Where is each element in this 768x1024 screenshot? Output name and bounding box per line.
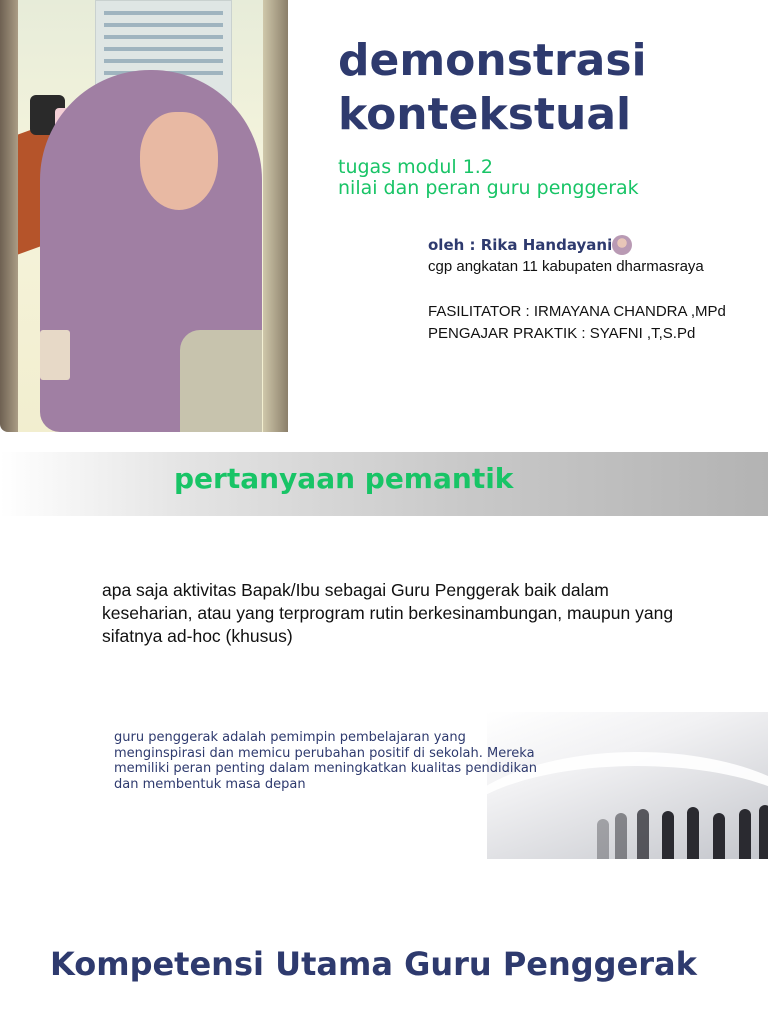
chair	[180, 330, 262, 432]
title-line-1: demonstrasi	[338, 35, 647, 86]
competency-title: Kompetensi Utama Guru Penggerak	[50, 945, 697, 983]
question-text: apa saja aktivitas Bapak/Ibu sebagai Guru Penggerak baik dalam keseharian, atau yang terprogram rutin berkesinambungan, maupun yang sifatnya ad-hoc (khusus)	[102, 580, 674, 646]
author-avatar-icon	[612, 235, 632, 255]
id-card	[40, 330, 70, 380]
facilitator-text: FASILITATOR : IRMAYANA CHANDRA ,MPd	[428, 303, 726, 320]
subtitle-line-2: nilai dan peran guru penggerak	[338, 177, 639, 199]
practice-teacher-text: PENGAJAR PRAKTIK : SYAFNI ,T,S.Pd	[428, 325, 696, 342]
description-text: guru penggerak adalah pemimpin pembelajaran yang menginspirasi dan memicu perubahan positif di sekolah. Mereka memiliki peran penting dalam meningkatkan kualitas pendidikan dan membentuk masa depan	[114, 730, 538, 793]
face	[140, 112, 218, 210]
teacher-photo	[0, 0, 288, 432]
subtitle-line-1: tugas modul 1.2	[338, 156, 493, 178]
author-name: oleh : Rika Handayani	[428, 236, 613, 254]
section-title: pertanyaan pemantik	[174, 462, 514, 495]
slide-subtitle	[338, 157, 639, 199]
slide-title	[338, 34, 647, 142]
author-line	[428, 234, 726, 256]
author-block	[428, 234, 726, 345]
cohort-text: cgp angkatan 11 kabupaten dharmasraya	[428, 258, 704, 275]
title-line-2: kontekstual	[338, 89, 632, 140]
